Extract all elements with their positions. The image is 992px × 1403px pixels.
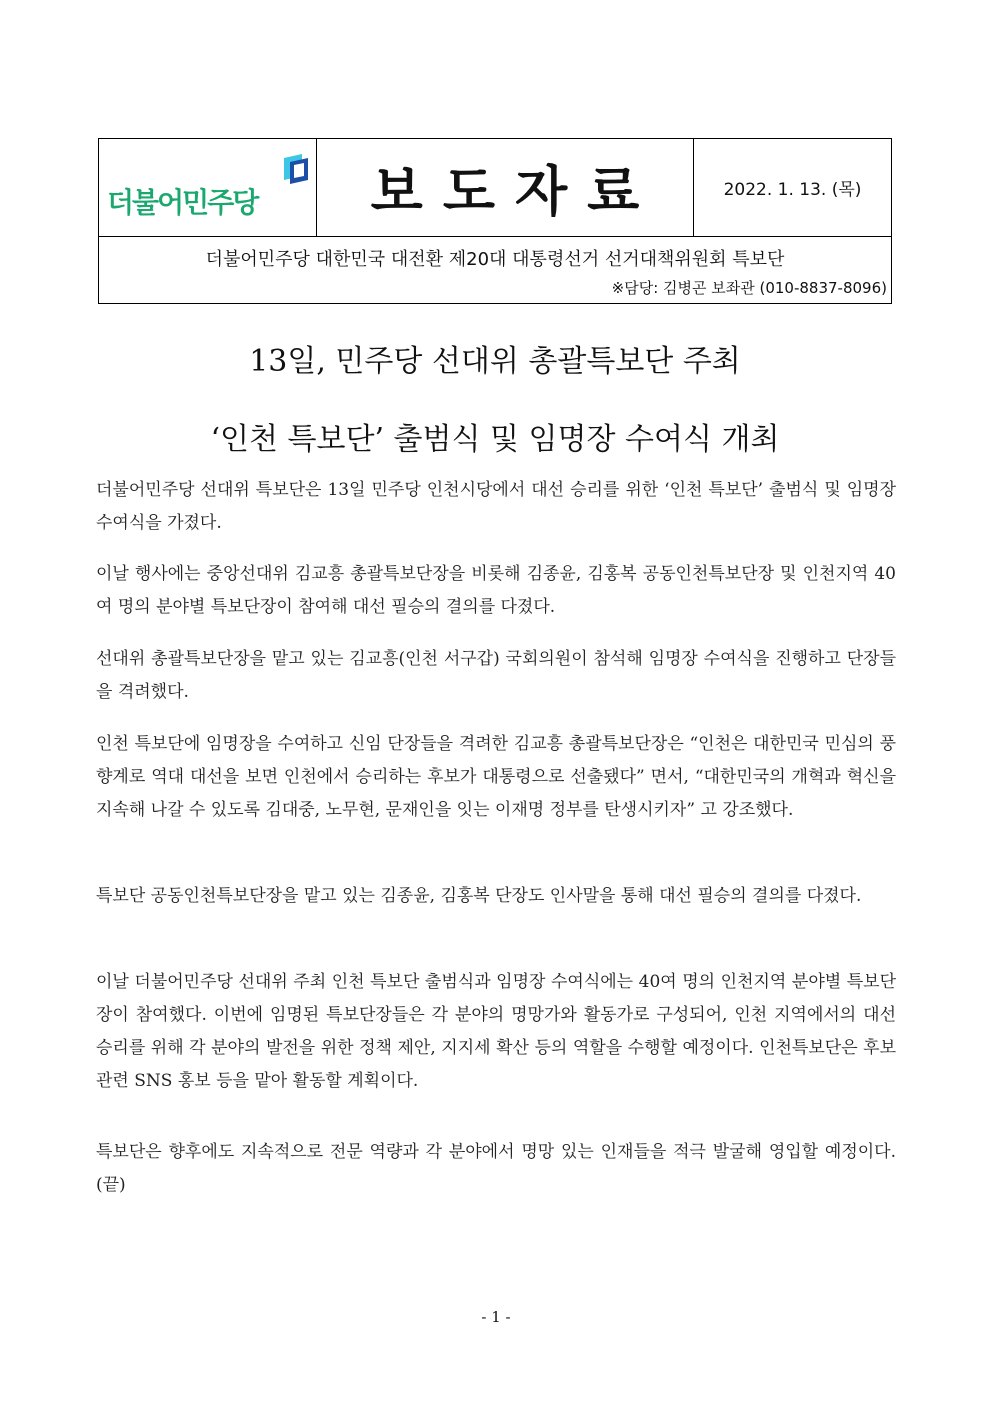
headline-line-2: ‘인천 특보단’ 출범식 및 임명장 수여식 개최: [210, 422, 780, 457]
document-title: 보도자료: [370, 160, 660, 223]
press-release-header: [98, 138, 892, 304]
header-top-row: [99, 139, 891, 237]
body-paragraph: 더불어민주당 선대위 특보단은 13일 민주당 인천시당에서 대선 승리를 위한 ‘인천 특보단’ 출범식 및 임명장 수여식을 가졌다.: [96, 480, 896, 533]
body-paragraph: 특보단은 향후에도 지속적으로 전문 역량과 각 분야에서 명망 있는 인재들을 적극 발굴해 영입할 예정이다. (끝): [96, 1142, 896, 1195]
body-paragraph: 특보단 공동인천특보단장을 맡고 있는 김종윤, 김홍복 단장도 인사말을 통해 대선 필승의 결의를 다졌다.: [96, 886, 862, 906]
body-paragraph: 인천 특보단에 임명장을 수여하고 신임 단장들을 격려한 김교흥 총괄특보단장은 “인천은 대한민국 민심의 풍향계로 역대 대선을 보면 인천에서 승리하는 후보가 대통령으로 선출됐다” 면서, “대한민국의 개혁과 혁신을 지속해 나갈 수 있도록 김대중, 노무현, 문재인을 잇는 이재명 정부를 탄생시키자” 고 강조했다.: [96, 734, 896, 820]
body-paragraph: 이날 행사에는 중앙선대위 김교흥 총괄특보단장을 비롯해 김종윤, 김홍복 공동인천특보단장 및 인천지역 40여 명의 분야별 특보단장이 참여해 대선 필승의 결의를 다졌다.: [96, 564, 896, 617]
release-date: 2022. 1. 13. (목): [723, 180, 862, 200]
body-paragraph: 이날 더불어민주당 선대위 주최 인천 특보단 출범식과 임명장 수여식에는 40여 명의 인천지역 분야별 특보단장이 참여했다. 이번에 임명된 특보단장들은 각 분야의 명망가와 활동가로 구성되어, 인천 지역에서의 대선 승리를 위해 각 분야의 발전을 위한 정책 제안, 지지세 확산 등의 역할을 수행할 예정이다. 인천특보단은 후보 관련 SNS 홍보 등을 맡아 활동할 계획이다.: [96, 972, 896, 1091]
page-number: - 1 -: [481, 1308, 511, 1326]
organization-name: 더불어민주당 대한민국 대전환 제20대 대통령선거 선거대책위원회 특보단: [205, 249, 785, 270]
party-logo: [99, 139, 317, 236]
document-title-cell: [317, 139, 694, 236]
contact-info: ※담당: 김병곤 보좌관 (010-8837-8096): [611, 279, 887, 297]
release-date-cell: [694, 139, 891, 236]
party-flag-icon: [282, 154, 308, 184]
headline-line-1: 13일, 민주당 선대위 총괄특보단 주최: [249, 344, 741, 379]
body-paragraph: 선대위 총괄특보단장을 맡고 있는 김교흥(인천 서구갑) 국회의원이 참석해 임명장 수여식을 진행하고 단장들을 격려했다.: [96, 649, 896, 702]
party-logo-text: 더불어민주당: [107, 186, 258, 219]
